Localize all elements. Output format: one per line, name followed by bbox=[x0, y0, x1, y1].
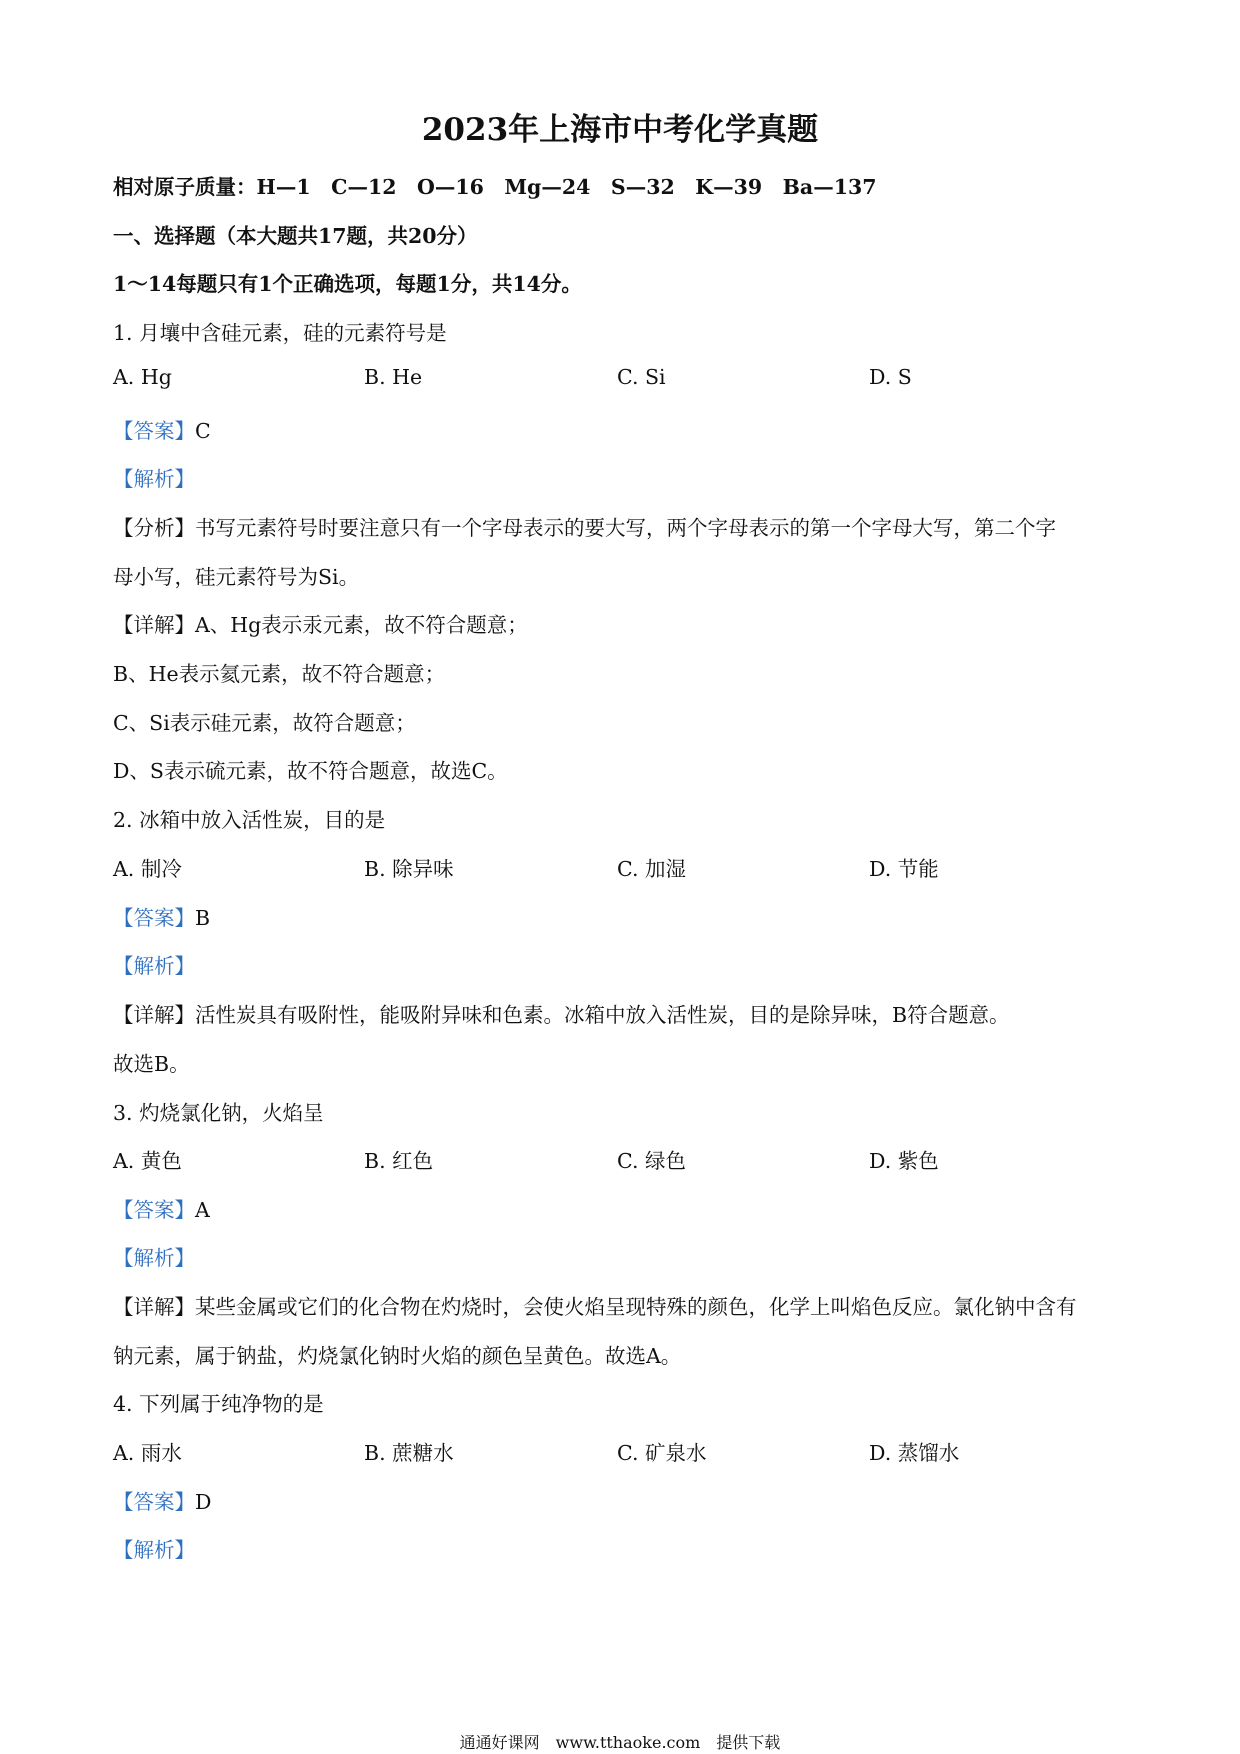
q3-detail-line-2: 钠元素，属于钠盐，灼烧氯化钠时火焰的颜色呈黄色。故选A。 bbox=[113, 1344, 682, 1368]
q2-answer-value: B bbox=[195, 906, 211, 930]
answer-label: 【答案】 bbox=[113, 419, 195, 443]
q1-option-c: C. Si bbox=[617, 365, 666, 389]
q2-detail-text-1: 活性炭具有吸附性，能吸附异味和色素。冰箱中放入活性炭，目的是除异味，B符合题意。 bbox=[195, 1003, 1010, 1027]
atomic-masses: 相对原子质量：H—1 C—12 O—16 Mg—24 S—32 K—39 Ba—137 bbox=[113, 175, 877, 199]
analysis-label: 【解析】 bbox=[113, 1246, 195, 1270]
q3-stem: 3. 灼烧氯化钠，火焰呈 bbox=[113, 1101, 324, 1125]
detail-label: 【详解】 bbox=[113, 1295, 195, 1319]
fenxi-label: 【分析】 bbox=[113, 516, 195, 540]
q1-option-b: B. He bbox=[364, 365, 423, 389]
section-subheading: 1～14每题只有1个正确选项，每题1分，共14分。 bbox=[113, 272, 582, 296]
analysis-label: 【解析】 bbox=[113, 467, 195, 491]
q3-option-c: C. 绿色 bbox=[617, 1149, 686, 1173]
analysis-label: 【解析】 bbox=[113, 954, 195, 978]
q1-fenxi-line-2: 母小写，硅元素符号为Si。 bbox=[113, 565, 360, 589]
q4-option-a: A. 雨水 bbox=[113, 1441, 182, 1465]
q1-stem: 1. 月壤中含硅元素，硅的元素符号是 bbox=[113, 321, 447, 345]
q3-detail-line-1 bbox=[113, 1290, 1077, 1320]
q2-answer bbox=[113, 901, 210, 931]
q2-stem: 2. 冰箱中放入活性炭，目的是 bbox=[113, 808, 386, 832]
q1-detail-line-2: B、He表示氦元素，故不符合题意； bbox=[113, 662, 446, 686]
q4-answer-value: D bbox=[195, 1490, 212, 1514]
q4-option-b: B. 蔗糖水 bbox=[364, 1441, 454, 1465]
q1-fenxi-text-1: 书写元素符号时要注意只有一个字母表示的要大写，两个字母表示的第一个字母大写，第二个字 bbox=[195, 516, 1056, 540]
q1-fenxi-line-1 bbox=[113, 511, 1056, 541]
answer-label: 【答案】 bbox=[113, 1198, 195, 1222]
q3-detail-text-1: 某些金属或它们的化合物在灼烧时，会使火焰呈现特殊的颜色，化学上叫焰色反应。氯化钠中含有 bbox=[195, 1295, 1077, 1319]
q3-answer-value: A bbox=[195, 1198, 210, 1222]
detail-label: 【详解】 bbox=[113, 613, 195, 637]
q3-analysis bbox=[113, 1241, 195, 1271]
q2-option-a: A. 制冷 bbox=[113, 857, 182, 881]
q4-option-d: D. 蒸馏水 bbox=[869, 1441, 960, 1465]
q4-option-c: C. 矿泉水 bbox=[617, 1441, 707, 1465]
q3-option-a: A. 黄色 bbox=[113, 1149, 182, 1173]
q2-detail-line-2: 故选B。 bbox=[113, 1052, 190, 1076]
answer-label: 【答案】 bbox=[113, 906, 195, 930]
q1-option-a: A. Hg bbox=[113, 365, 172, 389]
section-heading: 一、选择题（本大题共17题，共20分） bbox=[113, 224, 478, 248]
q1-answer-value: C bbox=[195, 419, 211, 443]
q3-answer bbox=[113, 1193, 210, 1223]
q2-option-c: C. 加湿 bbox=[617, 857, 686, 881]
q4-answer bbox=[113, 1485, 211, 1515]
q1-detail-line-1 bbox=[113, 608, 528, 638]
q2-option-d: D. 节能 bbox=[869, 857, 939, 881]
q2-detail-line-1 bbox=[113, 998, 1010, 1028]
q2-option-b: B. 除异味 bbox=[364, 857, 454, 881]
q4-analysis bbox=[113, 1533, 195, 1563]
q3-option-d: D. 紫色 bbox=[869, 1149, 939, 1173]
q1-analysis bbox=[113, 462, 195, 492]
detail-label: 【详解】 bbox=[113, 1003, 195, 1027]
q1-detail-line-3: C、Si表示硅元素，故符合题意； bbox=[113, 711, 416, 735]
page-title: 2023年上海市中考化学真题 bbox=[421, 112, 819, 148]
page-footer: 通通好课网 www.tthaoke.com 提供下载 bbox=[459, 1733, 781, 1752]
q2-analysis bbox=[113, 949, 195, 979]
q1-option-d: D. S bbox=[869, 365, 912, 389]
q1-answer bbox=[113, 414, 211, 444]
answer-label: 【答案】 bbox=[113, 1490, 195, 1514]
q4-stem: 4. 下列属于纯净物的是 bbox=[113, 1392, 324, 1416]
analysis-label: 【解析】 bbox=[113, 1538, 195, 1562]
q1-detail-text-1: A、Hg表示汞元素，故不符合题意； bbox=[195, 613, 528, 637]
q1-detail-line-4: D、S表示硫元素，故不符合题意，故选C。 bbox=[113, 759, 508, 783]
q3-option-b: B. 红色 bbox=[364, 1149, 434, 1173]
